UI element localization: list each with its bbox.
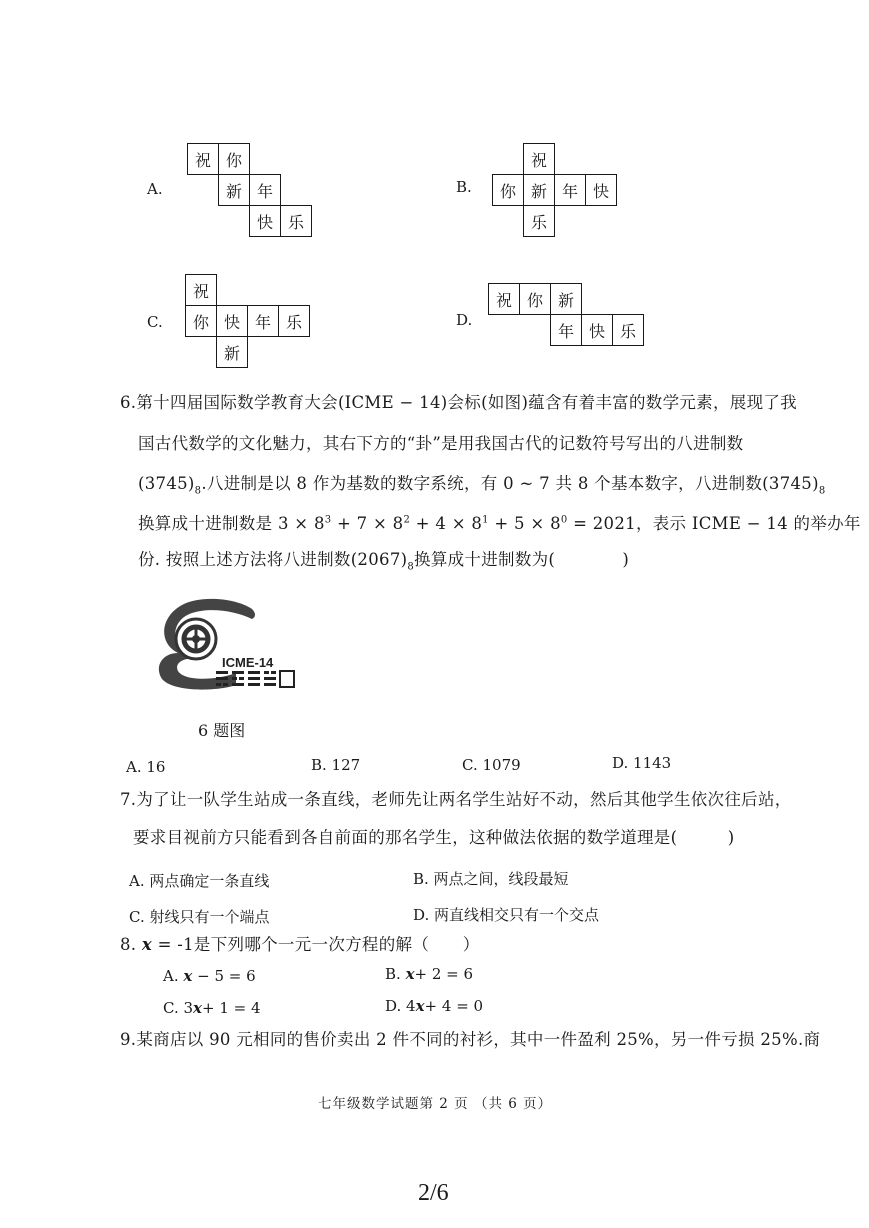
option-label-b: B. xyxy=(456,178,472,196)
q8-choice-d: D. 4x+ 4 = 0 xyxy=(385,997,484,1015)
option-label-c: C. xyxy=(147,313,163,331)
q8-stem: 8. x = -1是下列哪个一元一次方程的解（ ） xyxy=(120,935,480,954)
q6-line-4: 换算成十进制数是 $3 \times 8^3 + 7 \times 8^2 + 4 \times 8^1 + 5 \times 8^0 = 2021$，表示 ICME − 14 的举办年 xyxy=(138,514,861,533)
net-cell: 快 xyxy=(581,314,613,346)
net-cell: 你 xyxy=(185,305,217,337)
page-number: 2/6 xyxy=(418,1180,449,1206)
q7-choice-a: A. 两点确定一条直线 xyxy=(129,872,270,890)
q7-line-1: 7.为了让一队学生站成一条直线，老师先让两名学生站好不动，然后其他学生依次往后站， xyxy=(120,790,792,809)
net-cell: 祝 xyxy=(488,283,520,315)
q6-choice-b: B. 127 xyxy=(311,756,361,774)
q6-line-5: 份. 按照上述方法将八进制数$(2067)_8$换算成十进制数为( ) xyxy=(138,550,630,573)
net-cell: 新 xyxy=(523,174,555,206)
logo-text: ICME-14 xyxy=(222,655,274,670)
net-cell: 你 xyxy=(218,143,250,175)
net-cell: 年 xyxy=(550,314,582,346)
icme-14-logo xyxy=(140,595,310,695)
net-cell: 你 xyxy=(492,174,524,206)
q6-choice-d: D. 1143 xyxy=(612,754,672,772)
net-cell: 祝 xyxy=(187,143,219,175)
q6-line-1: 6.第十四届国际数学教育大会(ICME − 14)会标(如图)蕴含有着丰富的数学元素，展现了我 xyxy=(120,393,797,412)
option-label-d: D. xyxy=(456,311,473,329)
q6-line-3: $(3745)_8$.八进制是以 8 作为基数的数字系统，有 0 ~ 7 共 8 个基本数字，八进制数$(3745)_8$ xyxy=(138,474,826,497)
net-cell: 你 xyxy=(519,283,551,315)
net-cell: 年 xyxy=(554,174,586,206)
q9-line-1: 9.某商店以 90 元相同的售价卖出 2 件不同的衬衫，其中一件盈利 25%，另一件亏损 25%.商 xyxy=(120,1030,821,1049)
q8-choice-b: B. x+ 2 = 6 xyxy=(385,965,474,983)
net-cell: 乐 xyxy=(280,205,312,237)
net-cell: 新 xyxy=(216,336,248,368)
net-cell: 快 xyxy=(249,205,281,237)
option-label-a: A. xyxy=(147,180,163,198)
q7-choice-c: C. 射线只有一个端点 xyxy=(129,908,270,926)
net-cell: 快 xyxy=(585,174,617,206)
net-cell: 祝 xyxy=(185,274,217,306)
q8-choice-a: A. x − 5 = 6 xyxy=(163,967,256,985)
net-cell: 祝 xyxy=(523,143,555,175)
q7-choice-b: B. 两点之间，线段最短 xyxy=(413,870,569,888)
page-footer: 七年级数学试题第 2 页 （共 6 页） xyxy=(318,1096,553,1112)
q8-choice-c: C. 3x+ 1 = 4 xyxy=(163,999,261,1017)
net-cell: 年 xyxy=(247,305,279,337)
net-cell: 乐 xyxy=(523,205,555,237)
q6-choice-c: C. 1079 xyxy=(462,756,521,774)
net-cell: 新 xyxy=(550,283,582,315)
q6-choice-a: A. 16 xyxy=(126,758,166,776)
net-cell: 年 xyxy=(249,174,281,206)
figure-caption: 6 题图 xyxy=(198,721,246,740)
q6-line-2: 国古代数学的文化魅力，其右下方的“卦”是用我国古代的记数符号写出的八进制数 xyxy=(138,434,744,453)
net-cell: 快 xyxy=(216,305,248,337)
net-cell: 乐 xyxy=(278,305,310,337)
q7-choice-d: D. 两直线相交只有一个交点 xyxy=(413,906,600,924)
net-cell: 乐 xyxy=(612,314,644,346)
q7-line-2: 要求目视前方只能看到各自前面的那名学生，这种做法依据的数学道理是( ) xyxy=(133,828,735,847)
net-cell: 新 xyxy=(218,174,250,206)
